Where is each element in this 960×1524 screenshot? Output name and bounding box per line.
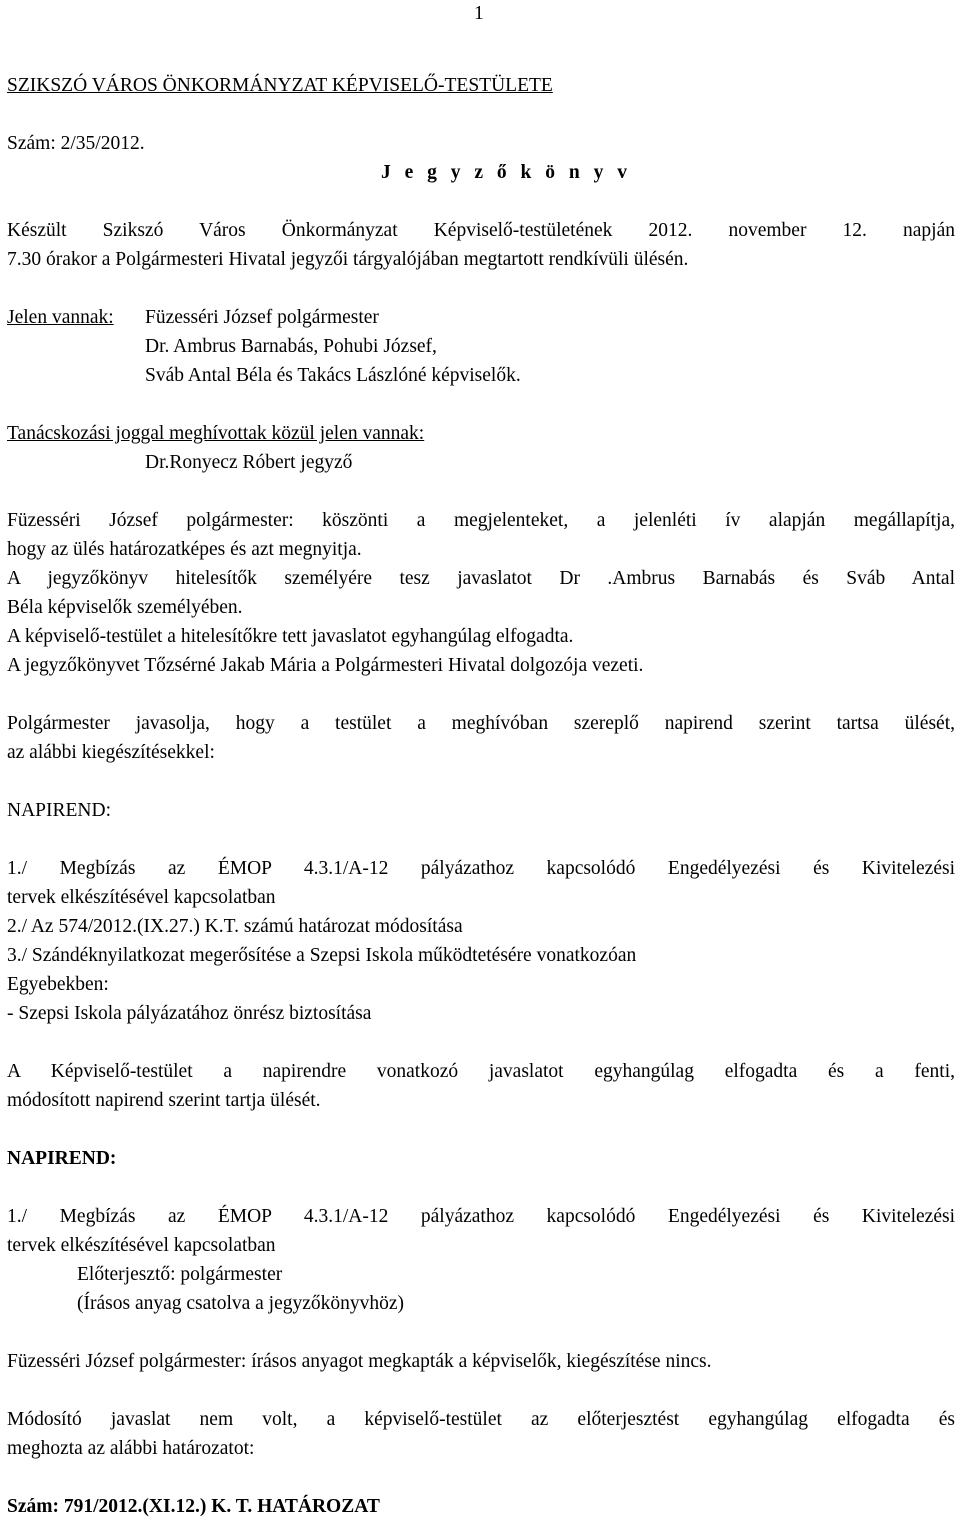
mayor-note: Füzesséri József polgármester: írásos anyagot megkapták a képviselők, kiegészítése nincs. bbox=[7, 1351, 712, 1372]
opening-line-4: Béla képviselők személyében. bbox=[7, 597, 243, 618]
intro-line-1: Készült Szikszó Város Önkormányzat Képviselő-testületének 2012. november 12. napján bbox=[7, 220, 955, 241]
opening-line-3: A jegyzőkönyv hitelesítők személyére tesz javaslatot Dr .Ambrus Barnabás és Sváb Antal bbox=[7, 568, 955, 589]
agenda2-item-1-line-2: tervek elkészítésével kapcsolatban bbox=[7, 1235, 276, 1256]
agenda-item-1-line-1: 1./ Megbízás az ÉMOP 4.3.1/A-12 pályázathoz kapcsolódó Engedélyezési és Kivitelezési bbox=[7, 858, 955, 879]
intro-line-2: 7.30 órakor a Polgármesteri Hivatal jegyzői tárgyalójában megtartott rendkívüli ülésén. bbox=[7, 249, 689, 270]
document-number: Szám: 2/35/2012. bbox=[7, 133, 145, 154]
attendee-line-3: Sváb Antal Béla és Takács Lászlóné képviselők. bbox=[145, 365, 521, 386]
acceptance-line-1: A Képviselő-testület a napirendre vonatkozó javaslatot egyhangúlag elfogadta és a fenti, bbox=[7, 1061, 955, 1082]
agenda-heading-bold: NAPIREND: bbox=[7, 1148, 117, 1169]
vote-line-2: meghozta az alábbi határozatot: bbox=[7, 1438, 255, 1459]
invited-name: Dr.Ronyecz Róbert jegyző bbox=[145, 452, 353, 473]
agenda-other-item: - Szepsi Iskola pályázatához önrész biztosítása bbox=[7, 1003, 372, 1024]
acceptance-line-2: módosított napirend szerint tartja ülését. bbox=[7, 1090, 321, 1111]
attendees-label: Jelen vannak: bbox=[7, 307, 114, 328]
agenda-other-label: Egyebekben: bbox=[7, 974, 109, 995]
agenda-item-2: 2./ Az 574/2012.(IX.27.) K.T. számú határozat módosítása bbox=[7, 916, 463, 937]
proposal-line-1: Polgármester javasolja, hogy a testület a meghívóban szereplő napirend szerint tartsa ülését, bbox=[7, 713, 955, 734]
presenter: Előterjesztő: polgármester bbox=[77, 1264, 283, 1285]
page-number: 1 bbox=[474, 3, 484, 24]
opening-line-2: hogy az ülés határozatképes és azt megnyitja. bbox=[7, 539, 362, 560]
attachment-note: (Írásos anyag csatolva a jegyzőkönyvhöz) bbox=[77, 1293, 405, 1314]
document-title: J e g y z ő k ö n y v bbox=[381, 162, 632, 183]
proposal-line-2: az alábbi kiegészítésekkel: bbox=[7, 742, 215, 763]
invited-label: Tanácskozási joggal meghívottak közül jelen vannak: bbox=[7, 423, 425, 444]
opening-line-5: A képviselő-testület a hitelesítőkre tett javaslatot egyhangúlag elfogadta. bbox=[7, 626, 574, 647]
resolution-heading: Szám: 791/2012.(XI.12.) K. T. HATÁROZAT bbox=[7, 1496, 380, 1517]
opening-line-6: A jegyzőkönyvet Tőzsérné Jakab Mária a Polgármesteri Hivatal dolgozója vezeti. bbox=[7, 655, 644, 676]
attendee-mayor: Füzesséri József polgármester bbox=[145, 307, 379, 328]
vote-line-1: Módosító javaslat nem volt, a képviselő-testület az előterjesztést egyhangúlag elfogadta és bbox=[7, 1409, 955, 1430]
opening-line-1: Füzesséri József polgármester: köszönti a megjelenteket, a jelenléti ív alapján megállapítja, bbox=[7, 510, 955, 531]
attendee-line-2: Dr. Ambrus Barnabás, Pohubi József, bbox=[145, 336, 437, 357]
agenda2-item-1-line-1: 1./ Megbízás az ÉMOP 4.3.1/A-12 pályázathoz kapcsolódó Engedélyezési és Kivitelezési bbox=[7, 1206, 955, 1227]
agenda-item-1-line-2: tervek elkészítésével kapcsolatban bbox=[7, 887, 276, 908]
agenda-heading: NAPIREND: bbox=[7, 800, 112, 821]
agenda-item-3: 3./ Szándéknyilatkozat megerősítése a Szepsi Iskola működtetésére vonatkozóan bbox=[7, 945, 637, 966]
council-name: SZIKSZÓ VÁROS ÖNKORMÁNYZAT KÉPVISELŐ-TESTÜLETE bbox=[7, 75, 553, 96]
